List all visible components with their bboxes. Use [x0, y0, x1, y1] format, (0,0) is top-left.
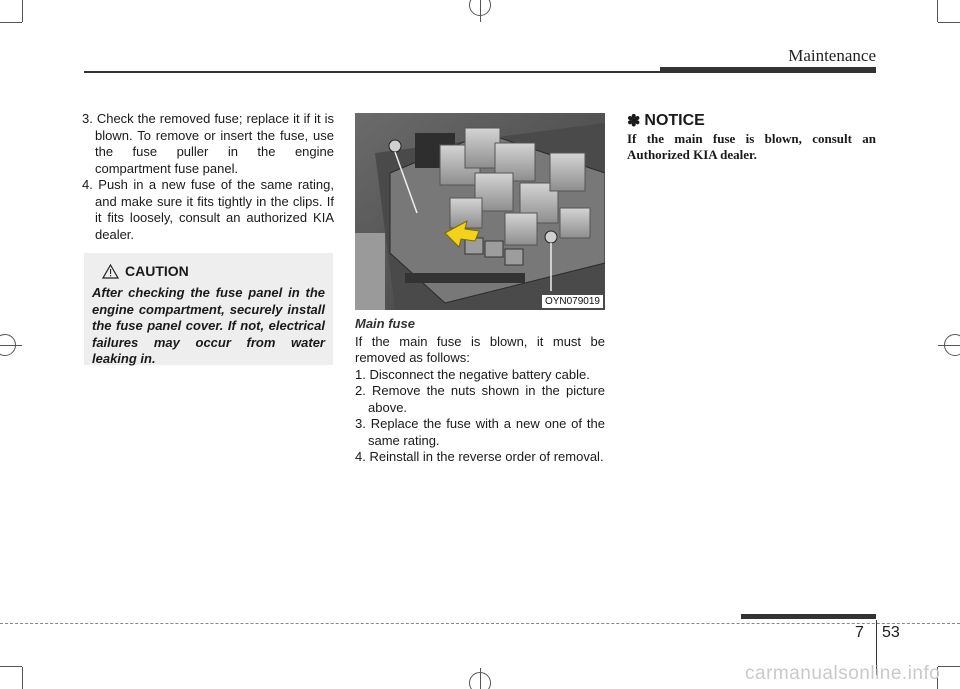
- fuse-box-photo: [355, 113, 605, 310]
- page-number: 53: [882, 624, 900, 641]
- instruction-step: 4. Push in a new fuse of the same rating, and make sure it fits tightly in the clips. If it fits loosely, consult an authorized KIA dealer.: [82, 177, 334, 242]
- footer-rule-accent: [741, 614, 876, 619]
- header-rule: [84, 71, 660, 73]
- notice-header: [627, 111, 705, 131]
- intro-text: If the main fuse is blown, it must be removed as follows:: [355, 333, 605, 365]
- section-title: Maintenance: [788, 46, 876, 65]
- crop-mark: [938, 666, 960, 667]
- figure-code: OYN079019: [542, 295, 603, 308]
- crop-mark: [938, 22, 960, 23]
- subheading: Main fuse: [355, 316, 415, 331]
- watermark: carmanualsonline.info: [745, 663, 941, 684]
- instruction-step: 4. Reinstall in the reverse order of removal.: [355, 449, 604, 464]
- instruction-step: 3. Check the removed fuse; replace it if it is blown. To remove or insert the fuse, use the fuse puller in the engine compartment fuse panel.: [82, 111, 334, 176]
- crop-mark: [0, 666, 22, 667]
- registration-mark: [480, 0, 481, 22]
- chapter-number: 7: [855, 624, 864, 641]
- instruction-step: 1. Disconnect the negative battery cable.: [355, 366, 590, 382]
- crop-mark: [0, 22, 22, 23]
- middle-column: [355, 316, 605, 466]
- caution-box: [84, 253, 333, 365]
- footer-rule: [0, 623, 960, 624]
- crop-mark: [937, 0, 938, 22]
- crop-mark: [22, 0, 23, 22]
- warning-triangle-icon: [102, 264, 119, 279]
- caution-header: [102, 261, 325, 281]
- notice-body: If the main fuse is blown, consult an Authorized KIA dealer.: [627, 131, 876, 162]
- notice-star-icon: ✽: [627, 113, 641, 130]
- instruction-step: 2. Remove the nuts shown in the picture above.: [355, 383, 605, 415]
- registration-mark: [480, 668, 481, 689]
- header-rule-accent: [660, 67, 876, 73]
- caution-body: After checking the fuse panel in the engine compartment, securely install the fuse panel cover. If not, electrical failures may occur from water leaking in.: [92, 285, 325, 366]
- crop-mark: [22, 667, 23, 689]
- caution-title: CAUTION: [125, 263, 189, 279]
- fuse-box-illustration: [355, 113, 605, 310]
- registration-mark: [938, 345, 960, 346]
- notice-title: NOTICE: [644, 112, 705, 129]
- left-column: [82, 111, 334, 243]
- instruction-step: 3. Replace the fuse with a new one of the same rating.: [355, 416, 605, 448]
- registration-mark: [0, 345, 22, 346]
